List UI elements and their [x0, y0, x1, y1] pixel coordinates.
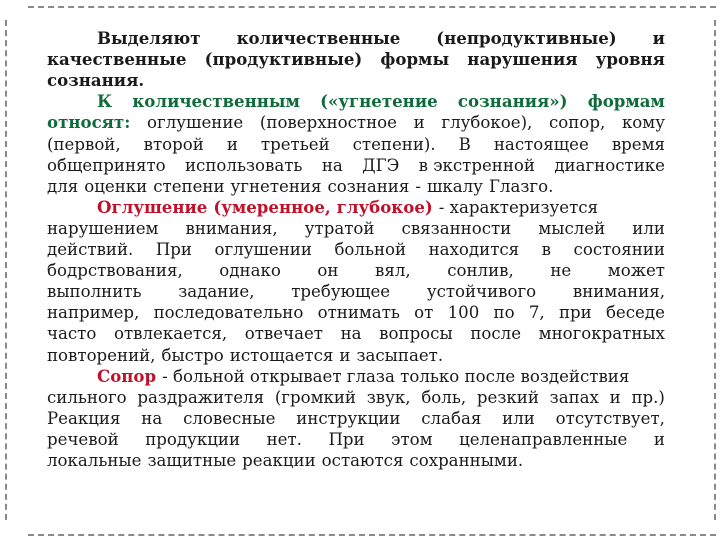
text-word: уровня [595, 49, 665, 70]
text-word: настоящее [493, 134, 589, 154]
text-line [47, 323, 665, 344]
text-word: количественные [236, 28, 401, 48]
text-word: состоянии [573, 240, 665, 259]
text-word: он [317, 261, 339, 281]
text-word: (поверхностное [259, 113, 397, 133]
text-word: время [611, 134, 665, 154]
text-word: или [632, 218, 665, 238]
text-word: или [502, 408, 535, 428]
text-word: глубокое), [441, 113, 533, 133]
text-word: угнетения [230, 176, 322, 196]
text-word: запах [549, 387, 599, 407]
text-word: утратой [304, 218, 375, 238]
text-word: второй [143, 134, 204, 154]
text-word: истощается [229, 345, 334, 365]
text-word: отнимать [317, 303, 400, 323]
text-word: словесные [183, 408, 276, 428]
text-word: устойчивого [426, 282, 537, 302]
text-word: формы [380, 49, 450, 70]
text-word: Глазго. [488, 176, 554, 196]
text-word: (умеренное, [213, 196, 331, 217]
text-word: - больной открывает глаза только после воздействия [162, 366, 630, 386]
text-word: и [413, 113, 425, 133]
text-word: (продуктивные) [204, 49, 363, 70]
text-word: находится [428, 240, 520, 259]
text-word: нет. [266, 429, 302, 449]
text-word: многократных [538, 324, 665, 344]
text-word: после [470, 324, 522, 344]
text-line [47, 176, 665, 197]
text-line [97, 91, 665, 112]
text-word: однако [219, 261, 281, 281]
text-word: задание, [178, 282, 255, 302]
text-word: степени). [352, 134, 436, 154]
text-line [97, 28, 665, 49]
text-line [47, 450, 665, 471]
text-word: на [340, 324, 362, 344]
text-line [47, 345, 665, 366]
text-word: звук, [366, 387, 411, 407]
text-word: - [415, 176, 421, 196]
text-word: беседе [605, 303, 665, 323]
text-word: защитные [147, 451, 237, 470]
text-word: формам [587, 91, 665, 112]
text-word: в [541, 240, 552, 259]
text-word: количественным [132, 91, 300, 112]
text-word: и [609, 387, 621, 407]
frame-border-top [28, 6, 716, 8]
text-word: отвечает [244, 324, 323, 344]
text-line [47, 218, 665, 239]
text-word: пр.) [631, 387, 665, 407]
text-word: внимания, [185, 218, 278, 238]
text-word: бодрствования, [47, 261, 183, 281]
text-word: общепринято [47, 155, 166, 175]
text-word: действий. [47, 240, 134, 259]
text-word: (непродуктивные) [436, 28, 617, 48]
text-line [47, 429, 665, 450]
text-word: продукции [145, 429, 241, 449]
text-word: 100 [447, 303, 480, 323]
text-word: на [141, 408, 163, 428]
text-word: и [339, 345, 351, 365]
text-word: например, [47, 303, 140, 323]
text-word: кому [621, 113, 665, 133]
text-word: локальные [47, 451, 142, 470]
text-word: вопросы [379, 324, 453, 344]
text-word: оглушении [214, 240, 312, 259]
text-word: для [47, 176, 79, 196]
text-word: требующее [291, 282, 391, 302]
text-word: последовательно [153, 303, 304, 323]
text-word: быстро [161, 345, 224, 365]
text-word: сонлив, [447, 261, 514, 281]
text-word: часто [47, 324, 97, 344]
text-line [47, 155, 665, 176]
text-word: повторений, [47, 345, 156, 365]
text-line [47, 387, 665, 408]
text-word: глубокое) [336, 196, 433, 217]
text-word: нарушением [47, 218, 159, 238]
text-word: (первой, [47, 134, 121, 154]
text-line [97, 197, 665, 218]
text-word: раздражителя [137, 387, 265, 407]
text-word: при [558, 303, 592, 323]
text-word: по [493, 303, 515, 323]
text-word: сознания [327, 176, 410, 196]
text-line [47, 239, 665, 260]
text-word: в экстренной [418, 155, 535, 175]
text-word: отвлекается, [113, 324, 228, 344]
text-word: связанности [401, 218, 512, 238]
text-word: мыслей [538, 218, 606, 238]
text-line [47, 70, 665, 91]
text-word: инструкции [296, 408, 401, 428]
text-word: ДГЭ [362, 155, 400, 175]
text-word: В [458, 134, 471, 154]
text-word: относят: [47, 112, 131, 133]
text-word: вял, [375, 261, 411, 281]
text-word: внимания, [572, 282, 665, 302]
text-word: степени [153, 176, 225, 196]
text-line [47, 49, 665, 70]
text-word: больной [334, 240, 407, 259]
text-word: боль, [421, 387, 467, 407]
text-word: речевой [47, 429, 119, 449]
text-word: При [328, 429, 365, 449]
text-word: оценки [84, 176, 148, 196]
text-line [97, 366, 665, 387]
text-word: реакции [242, 451, 316, 470]
text-word: сознания. [47, 70, 145, 91]
text-word: шкалу [426, 176, 483, 196]
text-word: и [653, 429, 665, 449]
text-word: остаются [321, 451, 404, 470]
text-word: Сопор [97, 365, 157, 386]
text-word: оглушение [147, 113, 244, 133]
text-word: может [607, 261, 665, 281]
text-word: этом [391, 429, 433, 449]
text-word: сопор, [549, 113, 606, 133]
frame-border-bottom [28, 534, 716, 536]
text-word: - характеризуется [438, 197, 599, 217]
text-line [47, 112, 665, 133]
text-word: резкий [476, 387, 539, 407]
text-word: (громкий [274, 387, 356, 407]
text-word: использовать [185, 155, 303, 175]
text-line [47, 302, 665, 323]
text-word: сильного [47, 387, 127, 407]
text-word: Реакция [47, 408, 121, 428]
text-word: К [97, 91, 113, 112]
text-word: качественные [47, 49, 187, 70]
text-word: и [226, 134, 238, 154]
text-line [47, 260, 665, 281]
text-word: сохранными. [409, 451, 524, 470]
text-word: не [550, 261, 572, 281]
text-word: целенаправленные [459, 429, 628, 449]
text-word: засыпает. [356, 345, 444, 365]
text-word: При [155, 240, 192, 259]
text-word: слабая [421, 408, 482, 428]
text-word: 7, [528, 303, 545, 323]
text-word: Оглушение [97, 196, 208, 217]
text-word: от [414, 303, 434, 323]
text-word: на [321, 155, 343, 175]
text-word: отсутствует, [555, 408, 665, 428]
text-word: нарушения [467, 49, 578, 70]
text-word: сознания») [457, 91, 568, 112]
text-line [47, 281, 665, 302]
text-line [47, 408, 665, 429]
text-word: («угнетение [320, 91, 438, 112]
text-word: выполнить [47, 282, 142, 302]
text-line [47, 134, 665, 155]
text-word: третьей [260, 134, 330, 154]
text-word: Выделяют [97, 28, 201, 48]
text-word: и [652, 28, 665, 48]
frame-border-left [5, 20, 7, 520]
frame-border-right [714, 20, 716, 520]
text-word: диагностике [554, 155, 665, 175]
